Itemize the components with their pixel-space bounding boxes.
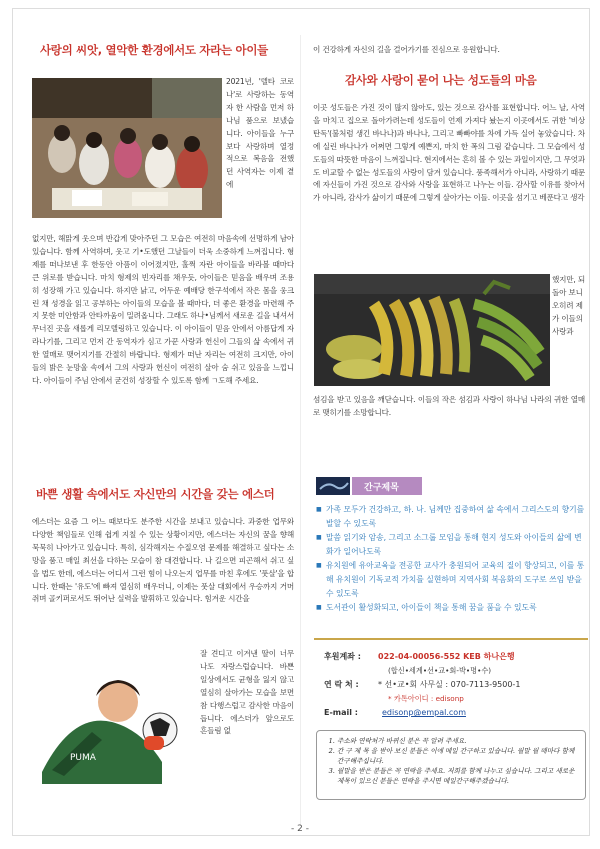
gold-separator [314, 638, 588, 640]
notice-box [316, 730, 586, 800]
prayer-item: ■ 가족 모두가 건강하고, 하. 나. 님께만 집중하여 삶 속에서 그리스도의 향기를 발할 수 있도록 [316, 503, 586, 531]
email-link[interactable]: edisonp@empal.com [382, 708, 466, 717]
column-divider [300, 35, 301, 825]
article-esther-continued: 이 건강하게 자신의 길을 걸어가기를 진심으로 응원합니다. [313, 45, 500, 54]
article-kids-side-text: 2021년, '델타 코로나'로 사랑하는 동역자 한 사람을 먼저 하나님 품으로 보냈습니다. 아이들을 누구보다 사랑하며 열정적으로 복음을 전했던 사역자는 이제 곁에 [226, 77, 294, 190]
account-label: 후원계좌 : [324, 652, 361, 661]
article-esther-title: 바쁜 생활 속에서도 자신만의 시간을 갖는 에스더 [36, 487, 275, 501]
kakao-id: * 카톡아이디 : edisonp [388, 694, 464, 703]
contact-label: 연 락 처 : [324, 680, 359, 689]
account-number: 022-04-00056-552 KEB 하나은행 [378, 652, 515, 661]
svg-text:PUMA: PUMA [70, 753, 96, 763]
office-phone: * 선•교•회 사무실 : 070-7113-9500-1 [378, 680, 521, 689]
prayer-header-badge [316, 475, 424, 497]
notice-item: 2. 간 구 제 목 을 받아 보신 분들은 이에 메일 간구하고 있습니다. 월말 월 매마다 함께 간구해주십니다. [337, 746, 577, 766]
notice-item: 1. 주소와 연락처가 바뀌신 분은 꼭 알려 주세요. [337, 736, 577, 746]
esther-goalkeeper-photo [32, 652, 192, 784]
article-esther-side-text: 잘 견디고 이겨낸 딸이 너무나도 자랑스럽습니다. 바쁜 일상에서도 균형을 잃지 않고 열심히 살아가는 모습을 보면 참 다행스럽고 감사한 마음이 듭니다. 에스더가 앞으로도 흔들림 없 [200, 649, 294, 736]
prayer-header-title: 간구제목 [364, 483, 399, 493]
article-kids-body: 없지만, 해맑게 웃으며 반갑게 맞아주던 그 모습은 여전히 마음속에 선명하게 남아 있습니다. 함께 사역하며, 웃고 기•도했던 그날들이 더욱 소중하게 느껴집니다. 형제를 떠나보낸 후 한동안 아픔이 이어졌지만, 홀쩍 자란 아이들을 바라볼 때마다 큰 위로를 받습니다. 마치 형제의 빈자리를 채우듯, 아이들은 믿음을 배우며 조용히 성장해 가고 있습니다. 하지만 낡고, 어두운 예배당 한구석에서 작은 몸을 웅크린 채 성경을 읽고 공부하는 아이들의 모습을 볼 때마다, 더 좋은 환경을 마련해 주지 못한 미안함과 안타까움이 밀려옵니다. 그래도 하나•님께서 새로운 길을 내셔서 무너진 곳을 새롭게 리모델링하고 있습니다. 이 아이들이 믿음 안에서 아름답게 자라나기를, 그리고 먼저 간 동역자가 심고 가꾼 사랑과 헌신이 그들의 삶 속에서 귀한 열매로 맺어지기를 간절히 바랍니다. 형제가 떠난 자리는 여전히 크지만, 아이들의 밝은 눈망울 속에서 그의 사랑과 헌신이 여전히 살아 숨 쉬고 있음을 느낍니다. 아이들이 주님 안에서 굳건히 성장할 수 있도록 함께 ㄱ도해 주세요. [32, 234, 294, 385]
prayer-item: ■ 말씀 읽기와 암송, 그리고 소그룹 모임을 통해 현지 성도와 아이들의 삶에 변화가 일어나도록 [316, 531, 586, 559]
article-kids-title: 사랑의 씨앗, 열악한 환경에서도 자라는 아이들 [40, 43, 268, 57]
support-info [316, 650, 586, 720]
prayer-list [316, 503, 586, 615]
prayer-item: ■ 도서관이 활성화되고, 아이들이 책을 통해 꿈을 품을 수 있도록 [316, 601, 586, 615]
account-holder: (합신•세계•선•교•회-박•명•수) [388, 666, 492, 675]
page-number: - 2 - [291, 824, 309, 834]
children-studying-photo [32, 78, 222, 218]
article-gratitude-side-text: 했지만, 되돌아 보니 오히려 제가 이들의 사랑과 [552, 275, 585, 336]
bananas-photo [314, 274, 550, 386]
article-gratitude-closing: 섬김을 받고 있음을 깨닫습니다. 이들의 작은 섬김과 사랑이 하나님 나라의 귀한 열매로 맺히기를 소망합니다. [313, 395, 585, 417]
article-esther-body: 에스더는 요즘 그 어느 때보다도 분주한 시간을 보내고 있습니다. 과중한 업무와 다양한 책임들로 인해 쉽게 지칠 수 있는 상황이지만, 에스더는 자신의 꿈을 향해 묵묵히 나아가고 있습니다. 특히, 심각해지는 수질오염 문제를 해결하고 싶다는 소망을 품고 매일 최선을 다하는 모습이 참 대견합니다. 나 길으면 피곤해서 쉬고 싶을 법도 한데, 에스더는 어디서 그런 힘이 나오는지 업무를 마친 후에도 '풋살'을 합니다. 한때는 '유도'에 빠져 열심히 배우더니, 이제는 풋살 대회에서 우승까지 거머쥐며 골키퍼로서도 뛰어난 실력을 발휘하고 있습니다. 힘겨운 시간을 [32, 517, 294, 604]
email-label: E-mail : [324, 708, 358, 717]
prayer-item: ■ 유치원에 유아교육을 전공한 교사가 충원되어 교육의 질이 향상되고, 이를 통해 유치원이 기독교적 가치를 실현하며 지역사회 복음화의 도구로 쓰임 받을 수 있도록 [316, 559, 586, 601]
notice-item: 3. 월말을 받은 분들은 꼭 연락을 주세요. 저희를 함께 나누고 싶습니다. 그리고 새로운 제목이 있으신 분들은 연락을 주시면 메일간구해주겠습니다. [337, 766, 577, 786]
article-gratitude-title: 감사와 사랑이 묻어 나는 성도들의 마음 [345, 73, 537, 87]
article-gratitude-body: 이곳 성도들은 가진 것이 많지 않아도, 있는 것으로 감사를 표현합니다. 어느 날, 사역을 마치고 집으로 돌아가려는데 성도들이 언제 가져다 놨는지 이곳에서도 귀한 '비상 탄독'(불처럼 생긴 바나나)과 바나나, 그리고 빠빠야를 차에 가득 실어 놓았습니다. 차에 실린 바나나가 어쩌면 그렇게 예쁜지, 마치 한 폭의 그림 같습니다. 그 모습에서 성도들의 따뜻한 마음이 느껴집니다. 현지에서는 흔히 볼 수 있는 과일이지만, 그 무엇과도 비교할 수 없는 성도들의 사랑이 담겨 있습니다. 풍족해서가 아니라, 사랑하기 때문에 자신들이 가진 것으로 감사와 사랑을 표현하고 나누는 이들. 감사할 이유를 찾아서가 아니라, 감사가 삶이기 때문에 그렇게 살아가는 이들. 이곳을 섬기고 베푼다고 생각 [313, 103, 585, 203]
